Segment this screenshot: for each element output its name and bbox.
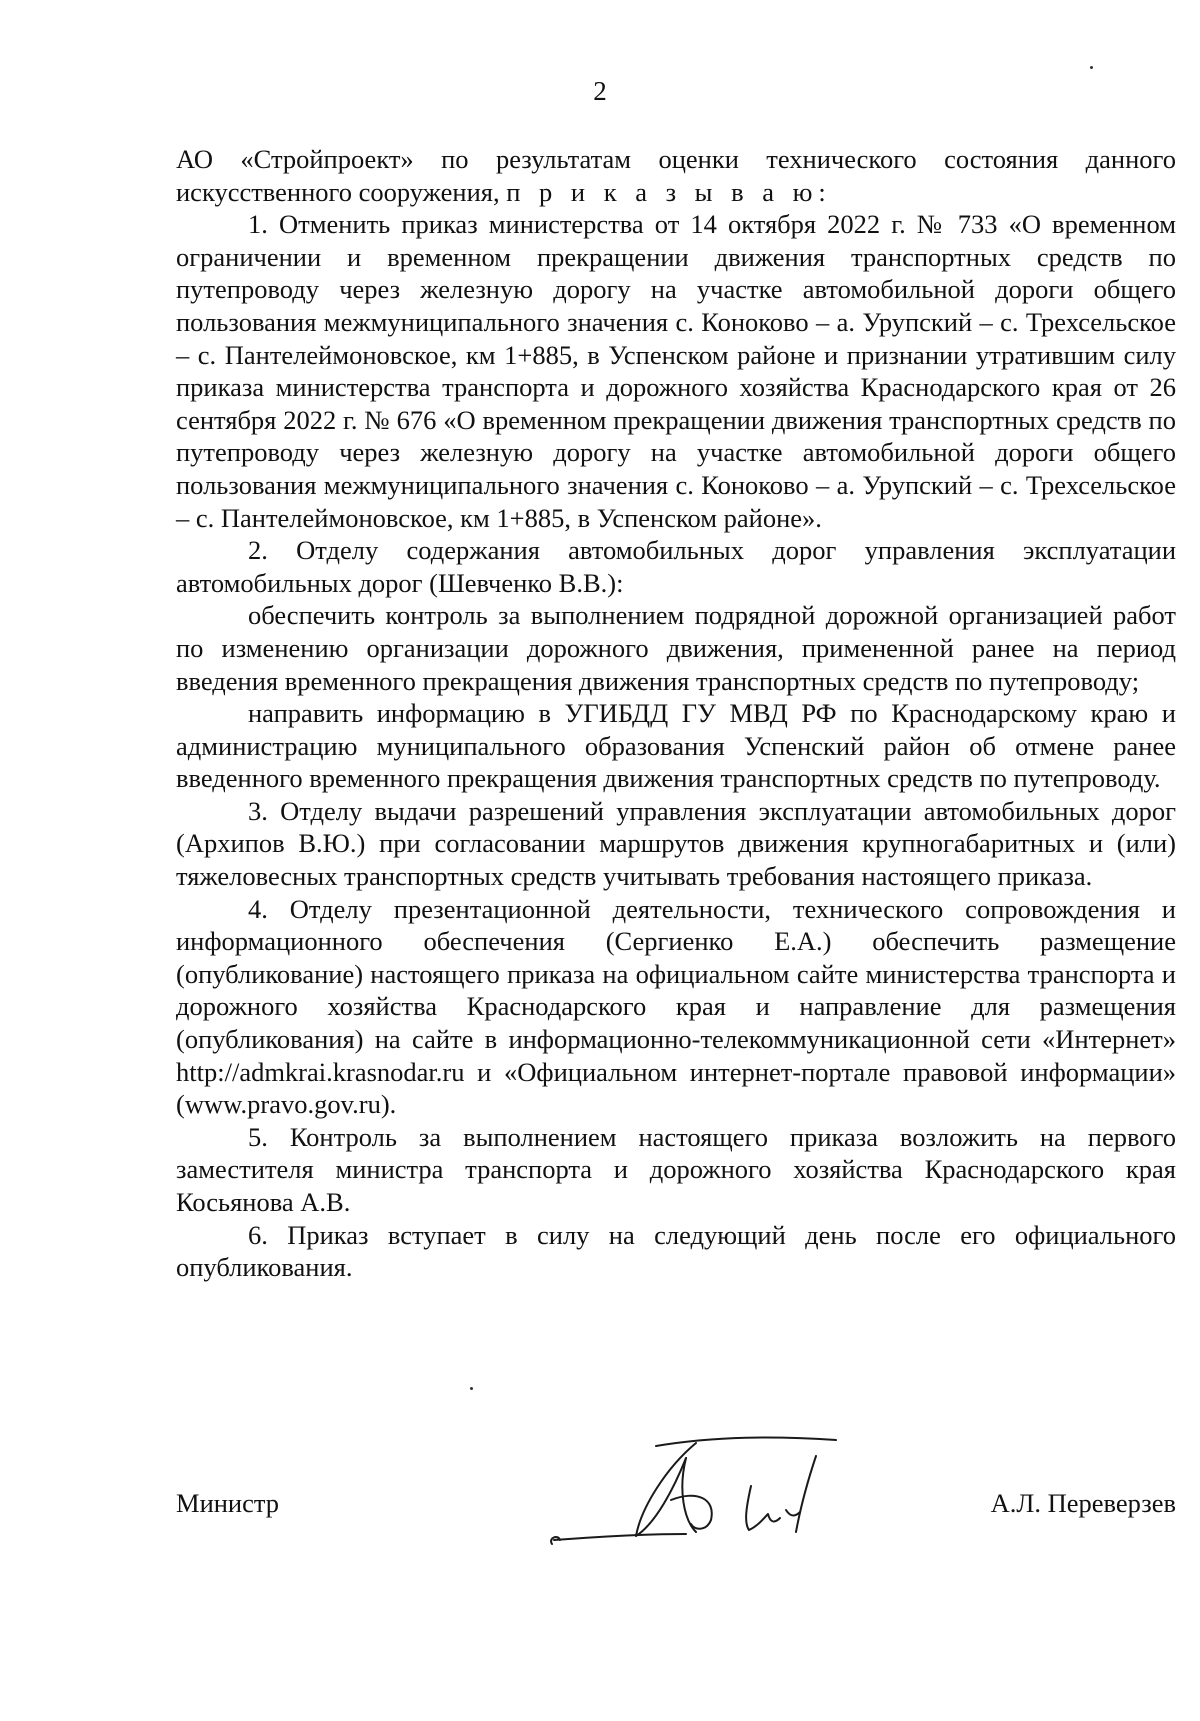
signatory-name: А.Л. Переверзев	[990, 1488, 1176, 1518]
intro-paragraph	[176, 143, 1176, 208]
clause-4: 4. Отделу презентационной деятельности, технического сопровождения и информационного обеспечения (Сергиенко Е.А.) обеспечить размещение (опубликование) настоящего приказа на официальном сайте министерства транспорта и дорожного хозяйства Краснодарского края и направление для размещения (опубликования) на сайте в информационно-телекоммуникационной сети «Интернет» http://admkrai.krasnodar.ru и «Официальном интернет-портале правовой информации» (www.pravo.gov.ru).	[176, 893, 1176, 1120]
document-body	[176, 143, 1176, 1284]
clause-2-item-1: обеспечить контроль за выполнением подрядной дорожной организацией работ по изменению организации дорожного движения, примененной ранее на период введения временного прекращения движения транспортных средств по путепроводу;	[176, 600, 1176, 696]
intro-text: АО «Стройпроект» по результатам оценки технического состояния данного искусственного сооружения,	[176, 144, 1176, 207]
clause-2: 2. Отделу содержания автомобильных дорог управления эксплуатации автомобильных дорог (Шевченко В.В.):	[176, 535, 1176, 598]
handwritten-signature	[546, 1428, 866, 1558]
clause-1: 1. Отменить приказ министерства от 14 октября 2022 г. № 733 «О временном ограничении и временном прекращении движения транспортных средств по путепроводу через железную дорогу на участке автомобильной дороги общего пользования межмуниципального значения с. Коноково – а. Урупский – с. Трехсельское – с. Пантелеймоновское, км 1+885, в Успенском районе и признании утратившим силу приказа министерства транспорта и дорожного хозяйства Краснодарского края от 26 сентября 2022 г. № 676 «О временном прекращении движения транспортных средств по путепроводу через железную дорогу на участке автомобильной дороги общего пользования межмуниципального значения с. Коноково – а. Урупский – с. Трехсельское – с. Пантелеймоновское, км 1+885, в Успенском районе».	[176, 209, 1176, 533]
order-word: п р и к а з ы в а ю:	[506, 176, 832, 207]
clause-2-item-2: направить информацию в УГИБДД ГУ МВД РФ по Краснодарскому краю и администрацию муниципального образования Успенский район об отмене ранее введенного временного прекращения движения транспортных средств по путепроводу.	[176, 698, 1176, 794]
page-number: 2	[593, 76, 607, 106]
clause-6: 6. Приказ вступает в силу на следующий день после его официального опубликования.	[176, 1219, 1176, 1283]
scan-speck	[1090, 66, 1093, 69]
clause-3: 3. Отделу выдачи разрешений управления эксплуатации автомобильных дорог (Архипов В.Ю.) при согласовании маршрутов движения крупногабаритных и (или) тяжеловесных транспортных средств учитывать требования настоящего приказа.	[176, 795, 1176, 892]
scan-speck	[470, 1387, 473, 1390]
signature-block	[176, 1468, 1176, 1548]
clause-5: 5. Контроль за выполнением настоящего приказа возложить на первого заместителя министра транспорта и дорожного хозяйства Краснодарского края Косьянова А.В.	[176, 1121, 1176, 1217]
signatory-title: Министр	[176, 1488, 280, 1518]
